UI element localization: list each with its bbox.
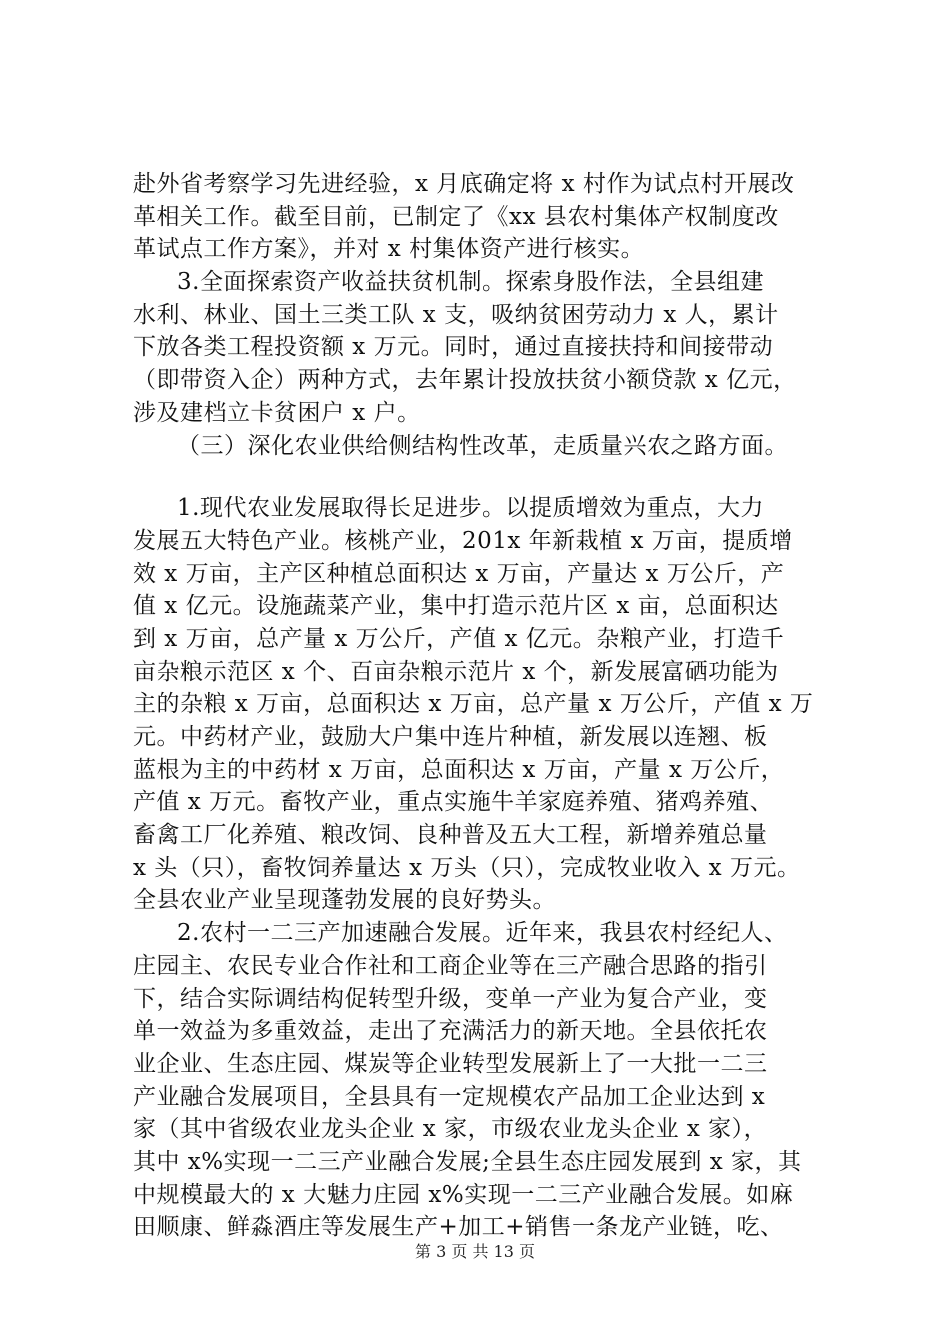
text-line: 单一效益为多重效益，走出了充满活力的新天地。全县依托农 — [133, 1018, 768, 1045]
text-line: 涉及建档立卡贫困户 x 户。 — [133, 399, 421, 426]
text-line: 赴外省考察学习先进经验，x 月底确定将 x 村作为试点村开展改 — [133, 171, 795, 197]
section-heading: （三）深化农业供给侧结构性改革，走质量兴农之路方面。 — [177, 432, 788, 459]
text-line: 主的杂粮 x 万亩，总面积达 x 万亩，总产量 x 万公斤，产值 x 万 — [133, 691, 814, 718]
text-line: 革试点工作方案》，并对 x 村集体资产进行核实。 — [133, 236, 645, 263]
text-line: 蓝根为主的中药材 x 万亩，总面积达 x 万亩，产量 x 万公斤， — [133, 756, 785, 783]
page-footer: 第 3 页 共 13 页 — [415, 1242, 535, 1261]
paragraph-block-before-section — [133, 168, 845, 430]
text-line: 产业融合发展项目，全县具有一定规模农产品加工企业达到 x — [133, 1083, 766, 1110]
text-line: 亩杂粮示范区 x 个、百亩杂粮示范片 x 个，新发展富硒功能为 — [133, 658, 779, 685]
text-line: 到 x 万亩，总产量 x 万公斤，产值 x 亿元。杂粮产业，打造千 — [133, 625, 785, 652]
paragraph-first-line: 3.全面探索资产收益扶贫机制。探索身股作法，全县组建 — [177, 269, 764, 296]
text-line: 家（其中省级农业龙头企业 x 家，市级农业龙头企业 x 家）， — [133, 1116, 768, 1143]
text-line: 产值 x 万元。畜牧产业，重点实施牛羊家庭养殖、猪鸡养殖、 — [133, 789, 774, 816]
text-line: 下放各类工程投资额 x 万元。同时，通过直接扶持和间接带动 — [133, 334, 774, 361]
text-line: 水利、林业、国土三类工队 x 支，吸纳贫困劳动力 x 人，累计 — [133, 301, 779, 328]
text-line: 中规模最大的 x 大魅力庄园 x%实现一二三产业融合发展。如麻 — [133, 1181, 794, 1208]
text-line: 田顺康、鲜淼酒庄等发展生产+加工+销售一条龙产业链，吃、 — [133, 1214, 784, 1241]
text-line: 效 x 万亩，主产区种植总面积达 x 万亩，产量达 x 万公斤，产 — [133, 560, 785, 587]
paragraph-first-line: 1.现代农业发展取得长足进步。以提质增效为重点，大力 — [177, 495, 764, 522]
text-line: 畜禽工厂化养殖、粮改饲、良种普及五大工程，新增养殖总量 — [133, 822, 768, 849]
text-line: 全县农业产业呈现蓬勃发展的良好势头。 — [133, 887, 556, 914]
paragraph-block-after-section — [133, 492, 845, 1244]
text-line: 其中 x%实现一二三产业融合发展;全县生态庄园发展到 x 家，其 — [133, 1148, 802, 1175]
paragraph-first-line: 2.农村一二三产加速融合发展。近年来，我县农村经纪人、 — [177, 920, 788, 947]
text-line: x 头（只），畜牧饲养量达 x 万头（只），完成牧业收入 x 万元。 — [133, 854, 801, 881]
text-line: 发展五大特色产业。核桃产业，201x 年新栽植 x 万亩，提质增 — [133, 527, 793, 554]
text-line: 下，结合实际调结构促转型升级，变单一产业为复合产业，变 — [133, 985, 768, 1012]
text-line: 革相关工作。截至目前，已制定了《xx 县农村集体产权制度改 — [133, 203, 779, 230]
text-line: 业企业、生态庄园、煤炭等企业转型发展新上了一大批一二三 — [133, 1050, 768, 1077]
text-line: 元。中药材产业，鼓励大户集中连片种植，新发展以连翘、板 — [133, 724, 768, 750]
blank-spacer — [133, 462, 845, 492]
text-line: （即带资入企）两种方式，去年累计投放扶贫小额贷款 x 亿元， — [133, 367, 797, 394]
text-line: 庄园主、农民专业合作社和工商企业等在三产融合思路的指引 — [133, 952, 768, 979]
document-body — [133, 168, 845, 1244]
text-line: 值 x 亿元。设施蔬菜产业，集中打造示范片区 x 亩，总面积达 — [133, 593, 779, 620]
